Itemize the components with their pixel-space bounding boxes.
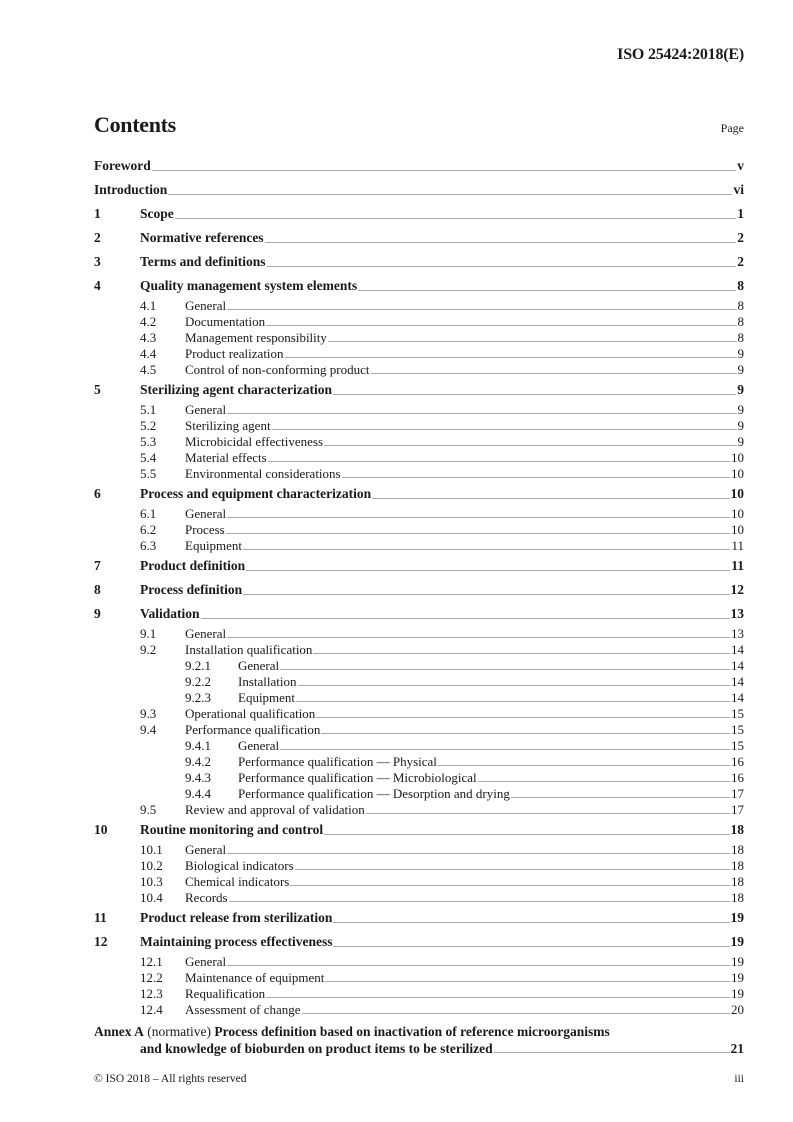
toc-entry-label: Performance qualification bbox=[185, 722, 321, 737]
toc-entry[interactable] bbox=[94, 154, 744, 178]
toc-entry-page: 18 bbox=[730, 822, 744, 837]
dot-leader bbox=[227, 637, 730, 638]
toc-entry[interactable] bbox=[94, 690, 744, 706]
toc-entry-page: 8 bbox=[737, 278, 744, 293]
toc-entry-page: 18 bbox=[731, 874, 744, 889]
dot-leader bbox=[280, 669, 730, 670]
toc-entry-number: 9.4.2 bbox=[185, 754, 211, 769]
toc-entry-number: 9 bbox=[94, 606, 101, 621]
toc-entry[interactable] bbox=[94, 298, 744, 314]
dot-leader bbox=[266, 325, 736, 326]
toc-entry-label: Validation bbox=[140, 606, 200, 621]
toc-entry-label: Records bbox=[185, 890, 228, 905]
toc-entry[interactable] bbox=[94, 1002, 744, 1018]
toc-entry[interactable] bbox=[94, 482, 744, 506]
toc-entry-number: 9.4.4 bbox=[185, 786, 211, 801]
toc-entry-page: 14 bbox=[731, 642, 744, 657]
toc-entry-number: 11 bbox=[94, 910, 107, 925]
toc-entry-label: General bbox=[185, 954, 227, 969]
toc-entry[interactable] bbox=[94, 674, 744, 690]
dot-leader bbox=[175, 218, 737, 219]
toc-entry-page: 10 bbox=[731, 506, 744, 521]
toc-entry-number: 12.1 bbox=[140, 954, 163, 969]
toc-entry-number: 9.3 bbox=[140, 706, 157, 721]
dot-leader bbox=[298, 685, 731, 686]
dot-leader bbox=[227, 853, 730, 854]
toc-entry-label: Process bbox=[185, 522, 225, 537]
toc-entry-label: Material effects bbox=[185, 450, 267, 465]
toc-entry[interactable] bbox=[94, 538, 744, 554]
toc-entry[interactable] bbox=[94, 434, 744, 450]
annex-prefix: Annex A bbox=[94, 1024, 144, 1039]
toc-entry-label: Chemical indicators bbox=[185, 874, 290, 889]
toc-entry-page: 15 bbox=[731, 722, 744, 737]
dot-leader bbox=[333, 922, 729, 923]
toc-entry-number: 9.2.3 bbox=[185, 690, 211, 705]
toc-entry-number: 5.3 bbox=[140, 434, 157, 449]
toc-entry-label: Environmental considerations bbox=[185, 466, 341, 481]
toc-entry-number: 12 bbox=[94, 934, 108, 949]
toc-entry-label: General bbox=[185, 402, 227, 417]
toc-entry[interactable] bbox=[94, 274, 744, 298]
toc-entry[interactable] bbox=[94, 890, 744, 906]
toc-entry[interactable] bbox=[94, 202, 744, 226]
toc-entry-number: 6 bbox=[94, 486, 101, 501]
annex-title-line2: and knowledge of bioburden on product items to be sterilized bbox=[140, 1041, 493, 1056]
toc-entry[interactable] bbox=[94, 818, 744, 842]
dot-leader bbox=[295, 869, 730, 870]
table-of-contents bbox=[94, 154, 744, 1057]
toc-entry[interactable] bbox=[94, 226, 744, 250]
toc-entry-page: 19 bbox=[731, 986, 744, 1001]
toc-entry-number: 12.4 bbox=[140, 1002, 163, 1017]
toc-entry-label: Maintenance of equipment bbox=[185, 970, 325, 985]
toc-entry[interactable] bbox=[94, 754, 744, 770]
toc-entry-label: Installation qualification bbox=[185, 642, 313, 657]
toc-entry[interactable] bbox=[94, 786, 744, 802]
toc-entry-page: 18 bbox=[731, 858, 744, 873]
toc-entry[interactable] bbox=[94, 578, 744, 602]
toc-entry-label: Process definition bbox=[140, 582, 243, 597]
toc-entry-label: Quality management system elements bbox=[140, 278, 358, 293]
toc-entry-label: Sterilizing agent bbox=[185, 418, 271, 433]
dot-leader bbox=[342, 477, 730, 478]
toc-entry-page: 8 bbox=[737, 298, 744, 313]
dot-leader bbox=[267, 266, 737, 267]
dot-leader bbox=[313, 653, 730, 654]
dot-leader bbox=[229, 901, 730, 902]
toc-entry-label: General bbox=[185, 626, 227, 641]
toc-entry-annex-a[interactable] bbox=[94, 1023, 744, 1057]
toc-entry[interactable] bbox=[94, 722, 744, 738]
toc-entry-label: Maintaining process effectiveness bbox=[140, 934, 333, 949]
toc-entry-page: 17 bbox=[731, 786, 744, 801]
toc-entry-label: Scope bbox=[140, 206, 174, 221]
toc-entry-label: Management responsibility bbox=[185, 330, 327, 345]
toc-entry-number: 4 bbox=[94, 278, 101, 293]
toc-entry[interactable] bbox=[94, 642, 744, 658]
toc-entry-page: 1 bbox=[737, 206, 744, 221]
toc-entry-page: 2 bbox=[737, 230, 744, 245]
toc-entry[interactable] bbox=[94, 770, 744, 786]
toc-entry[interactable] bbox=[94, 506, 744, 522]
toc-entry-number: 6.3 bbox=[140, 538, 157, 553]
toc-entry-page: 18 bbox=[731, 842, 744, 857]
toc-entry-label: Documentation bbox=[185, 314, 266, 329]
toc-entry-page: 15 bbox=[731, 738, 744, 753]
toc-entry[interactable] bbox=[94, 874, 744, 890]
dot-leader bbox=[243, 549, 730, 550]
toc-entry-label: Control of non-conforming product bbox=[185, 362, 370, 377]
toc-entry[interactable] bbox=[94, 554, 744, 578]
toc-entry-page: v bbox=[737, 158, 744, 173]
page-title: Contents bbox=[94, 112, 176, 137]
toc-entry-number: 10 bbox=[94, 822, 108, 837]
toc-entry-label: General bbox=[185, 842, 227, 857]
toc-entry-page: 9 bbox=[737, 346, 744, 361]
toc-entry[interactable] bbox=[94, 706, 744, 722]
toc-entry-number: 5.4 bbox=[140, 450, 157, 465]
dot-leader bbox=[372, 498, 729, 499]
dot-leader bbox=[272, 429, 737, 430]
dot-leader bbox=[321, 733, 730, 734]
toc-entry[interactable] bbox=[94, 858, 744, 874]
toc-entry-number: 10.1 bbox=[140, 842, 163, 857]
toc-entry-label: Product definition bbox=[140, 558, 246, 573]
dot-leader bbox=[438, 765, 730, 766]
toc-entry-label: Operational qualification bbox=[185, 706, 316, 721]
toc-entry-number: 5.5 bbox=[140, 466, 157, 481]
toc-entry-page: 16 bbox=[731, 754, 744, 769]
toc-entry-page: 12 bbox=[730, 582, 744, 597]
dot-leader bbox=[227, 413, 736, 414]
toc-entry-label: Biological indicators bbox=[185, 858, 294, 873]
toc-entry-page: 10 bbox=[731, 450, 744, 465]
toc-entry-label: General bbox=[185, 506, 227, 521]
dot-leader bbox=[168, 194, 732, 195]
dot-leader bbox=[285, 357, 737, 358]
annex-page: 21 bbox=[730, 1041, 744, 1056]
toc-entry-page: 19 bbox=[731, 954, 744, 969]
toc-entry-label: Routine monitoring and control bbox=[140, 822, 324, 837]
toc-entry[interactable] bbox=[94, 314, 744, 330]
toc-entry[interactable] bbox=[94, 362, 744, 378]
dot-leader bbox=[201, 618, 730, 619]
dot-leader bbox=[152, 170, 737, 171]
toc-entry-number: 4.2 bbox=[140, 314, 157, 329]
toc-entry-page: 9 bbox=[737, 418, 744, 433]
dot-leader bbox=[266, 997, 730, 998]
toc-entry[interactable] bbox=[94, 738, 744, 754]
page-column-label: Page bbox=[720, 121, 744, 135]
toc-entry-page: 20 bbox=[731, 1002, 744, 1017]
toc-entry-label: General bbox=[238, 738, 280, 753]
toc-entry-label: Requalification bbox=[185, 986, 266, 1001]
toc-entry-number: 1 bbox=[94, 206, 101, 221]
document-id: ISO 25424:2018(E) bbox=[617, 46, 744, 63]
toc-entry-number: 10.2 bbox=[140, 858, 163, 873]
toc-entry-number: 4.1 bbox=[140, 298, 157, 313]
toc-entry-label: Process and equipment characterization bbox=[140, 486, 372, 501]
toc-entry-label: Equipment bbox=[238, 690, 296, 705]
toc-entry[interactable] bbox=[94, 418, 744, 434]
toc-entry-page: 19 bbox=[731, 970, 744, 985]
toc-entry-page: 8 bbox=[737, 330, 744, 345]
toc-entry-number: 10.3 bbox=[140, 874, 163, 889]
toc-entry-number: 6.1 bbox=[140, 506, 157, 521]
toc-entry-page: 13 bbox=[731, 626, 744, 641]
toc-entry-number: 4.5 bbox=[140, 362, 157, 377]
toc-entry-number: 9.4 bbox=[140, 722, 157, 737]
dot-leader bbox=[333, 394, 736, 395]
toc-entry-page: 9 bbox=[737, 434, 744, 449]
dot-leader bbox=[366, 813, 730, 814]
toc-entry[interactable] bbox=[94, 402, 744, 418]
dot-leader bbox=[478, 781, 730, 782]
toc-entry[interactable] bbox=[94, 930, 744, 954]
toc-entry-number: 4.4 bbox=[140, 346, 157, 361]
annex-title-line1: Process definition based on inactivation of reference microorganisms bbox=[214, 1024, 610, 1039]
toc-entry-page: 11 bbox=[731, 538, 744, 553]
dot-leader bbox=[328, 341, 737, 342]
toc-entry-number: 12.3 bbox=[140, 986, 163, 1001]
toc-entry-label: Sterilizing agent characterization bbox=[140, 382, 332, 397]
toc-entry-label: Product realization bbox=[185, 346, 284, 361]
toc-entry-page: 9 bbox=[737, 402, 744, 417]
dot-leader bbox=[371, 373, 737, 374]
toc-entry-number: 7 bbox=[94, 558, 101, 573]
toc-entry-number: 2 bbox=[94, 230, 101, 245]
dot-leader bbox=[227, 309, 736, 310]
toc-entry-page: 15 bbox=[731, 706, 744, 721]
dot-leader bbox=[227, 965, 730, 966]
dot-leader bbox=[290, 885, 730, 886]
copyright-notice: © ISO 2018 – All rights reserved bbox=[94, 1073, 247, 1085]
toc-entry-number: 5.2 bbox=[140, 418, 157, 433]
toc-entry[interactable] bbox=[94, 466, 744, 482]
toc-entry-page: 19 bbox=[730, 910, 744, 925]
toc-entry-page: 17 bbox=[731, 802, 744, 817]
toc-entry[interactable] bbox=[94, 970, 744, 986]
toc-entry[interactable] bbox=[94, 250, 744, 274]
toc-entry[interactable] bbox=[94, 986, 744, 1002]
toc-entry-page: 10 bbox=[730, 486, 744, 501]
toc-entry-number: 9.4.3 bbox=[185, 770, 211, 785]
toc-entry-page: 11 bbox=[731, 558, 744, 573]
toc-entry-label: Installation bbox=[238, 674, 297, 689]
dot-leader bbox=[268, 461, 730, 462]
toc-entry-label: Terms and definitions bbox=[140, 254, 266, 269]
toc-entry-page: vi bbox=[733, 182, 744, 197]
dot-leader bbox=[265, 242, 737, 243]
toc-entry-label: Performance qualification — Physical bbox=[238, 754, 437, 769]
toc-entry[interactable] bbox=[94, 450, 744, 466]
dot-leader bbox=[494, 1052, 730, 1053]
dot-leader bbox=[227, 517, 730, 518]
toc-entry[interactable] bbox=[94, 602, 744, 626]
toc-entry-page: 14 bbox=[731, 658, 744, 673]
page-footer bbox=[94, 1073, 744, 1085]
toc-entry-label: Product release from sterilization bbox=[140, 910, 333, 925]
dot-leader bbox=[325, 981, 730, 982]
toc-entry-number: 3 bbox=[94, 254, 101, 269]
toc-entry-page: 2 bbox=[737, 254, 744, 269]
toc-entry-page: 10 bbox=[731, 522, 744, 537]
dot-leader bbox=[280, 749, 730, 750]
toc-entry-page: 10 bbox=[731, 466, 744, 481]
toc-entry-page: 9 bbox=[737, 382, 744, 397]
toc-entry-number: 9.2.1 bbox=[185, 658, 211, 673]
toc-entry[interactable] bbox=[94, 906, 744, 930]
toc-entry-label: Review and approval of validation bbox=[185, 802, 365, 817]
toc-entry-page: 16 bbox=[731, 770, 744, 785]
toc-entry-number: 9.5 bbox=[140, 802, 157, 817]
toc-entry-page: 18 bbox=[731, 890, 744, 905]
dot-leader bbox=[358, 290, 736, 291]
toc-entry-page: 14 bbox=[731, 690, 744, 705]
toc-entry[interactable] bbox=[94, 178, 744, 202]
toc-entry-label: Normative references bbox=[140, 230, 264, 245]
toc-entry[interactable] bbox=[94, 626, 744, 642]
toc-entry[interactable] bbox=[94, 522, 744, 538]
toc-entry[interactable] bbox=[94, 802, 744, 818]
toc-entry[interactable] bbox=[94, 954, 744, 970]
toc-entry[interactable] bbox=[94, 842, 744, 858]
toc-entry-label: Microbicidal effectiveness bbox=[185, 434, 324, 449]
toc-entry-label: General bbox=[185, 298, 227, 313]
toc-entry-label: Performance qualification — Microbiological bbox=[238, 770, 477, 785]
toc-entry-label: Introduction bbox=[94, 182, 168, 197]
toc-entry-number: 8 bbox=[94, 582, 101, 597]
toc-entry-label: General bbox=[238, 658, 280, 673]
toc-entry-number: 12.2 bbox=[140, 970, 163, 985]
toc-entry-page: 14 bbox=[731, 674, 744, 689]
dot-leader bbox=[333, 946, 729, 947]
toc-entry[interactable] bbox=[94, 378, 744, 402]
dot-leader bbox=[243, 594, 729, 595]
dot-leader bbox=[246, 570, 730, 571]
toc-entry-number: 10.4 bbox=[140, 890, 163, 905]
toc-entry[interactable] bbox=[94, 330, 744, 346]
dot-leader bbox=[324, 445, 736, 446]
toc-entry-number: 6.2 bbox=[140, 522, 157, 537]
contents-heading-row bbox=[94, 112, 744, 138]
page-number: iii bbox=[734, 1073, 744, 1085]
toc-entry[interactable] bbox=[94, 346, 744, 362]
dot-leader bbox=[226, 533, 730, 534]
toc-entry-number: 9.2.2 bbox=[185, 674, 211, 689]
toc-entry-number: 9.4.1 bbox=[185, 738, 211, 753]
toc-entry-label: Assessment of change bbox=[185, 1002, 301, 1017]
toc-entry-page: 19 bbox=[730, 934, 744, 949]
toc-entry[interactable] bbox=[94, 658, 744, 674]
annex-type: (normative) bbox=[147, 1024, 211, 1039]
toc-entry-number: 9.2 bbox=[140, 642, 157, 657]
toc-entry-number: 5.1 bbox=[140, 402, 157, 417]
dot-leader bbox=[511, 797, 730, 798]
toc-entry-page: 13 bbox=[730, 606, 744, 621]
toc-entry-label: Performance qualification — Desorption and drying bbox=[238, 786, 510, 801]
toc-entry-number: 9.1 bbox=[140, 626, 157, 641]
toc-entry-number: 4.3 bbox=[140, 330, 157, 345]
dot-leader bbox=[316, 717, 730, 718]
toc-entry-page: 8 bbox=[737, 314, 744, 329]
toc-entry-number: 5 bbox=[94, 382, 101, 397]
toc-entry-label: Equipment bbox=[185, 538, 243, 553]
toc-entry-page: 9 bbox=[737, 362, 744, 377]
dot-leader bbox=[324, 834, 729, 835]
dot-leader bbox=[302, 1013, 730, 1014]
dot-leader bbox=[296, 701, 730, 702]
toc-entry-label: Foreword bbox=[94, 158, 151, 173]
